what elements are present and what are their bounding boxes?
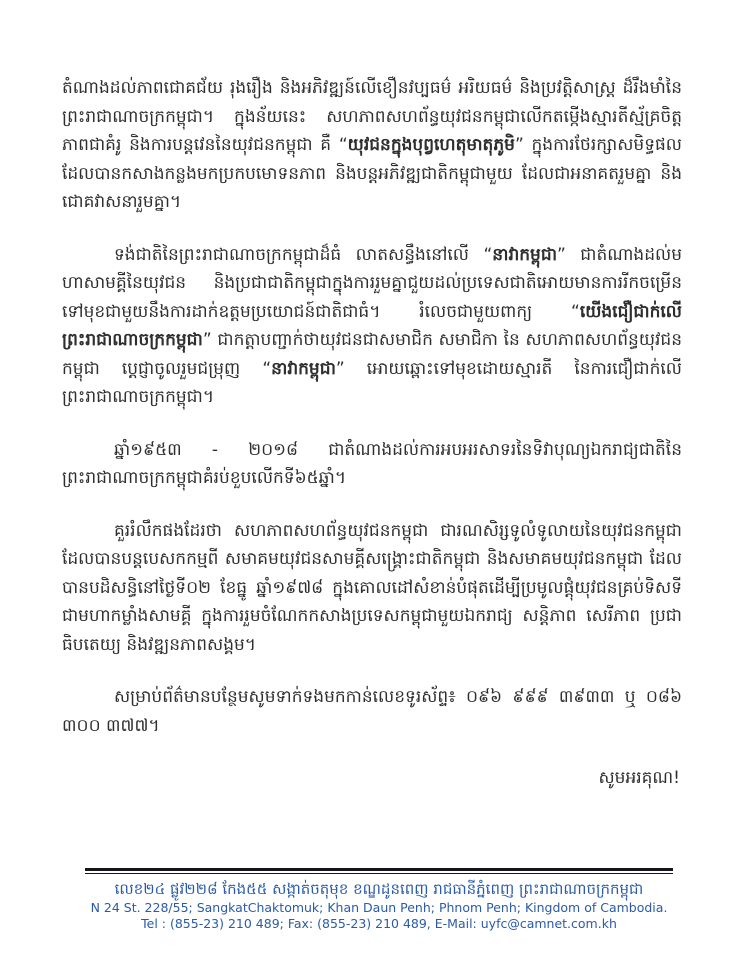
footer-address-khmer: លេខ២៤ ផ្លូវ២២៨ កែង៥៥ សង្កាត់ចតុមុខ ខណ្ឌដូនពេញ រាជធានីភ្នំពេញ ព្រះរាជាណាចក្រកម្ពុជា (114, 880, 644, 898)
paragraph (62, 241, 682, 412)
emphasized-phrase: យុវជនក្នុងបុព្វហេតុមាតុភូមិ (347, 135, 515, 155)
text-run: ” ជាតំណាងដល់មហាសាមគ្គីនៃយុវជន និងប្រជាជាតិកម្ពុជាក្នុងការរួមគ្នាជួយដល់ប្រទេសជាតិអោយមានការរីកចម្រើនទៅមុខជាមួយនឹងការដាក់ឧត្តមប្រយោជន៍ជាតិជាធំ។ រំលេចជាមួយពាក្យ “ (62, 244, 682, 322)
letter-paragraphs (62, 74, 682, 740)
text-run: គួររំលឹកផងដែរថា សហភាពសហព័ន្ធយុវជនកម្ពុជា ជារណសិរ្សទូលំទូលាយនៃយុវជនកម្ពុជា ដែលបានបន្តបេសកកម្មពី សមាគមយុវជនសាមគ្គីសង្គ្រោះជាតិកម្ពុជា និងសមាគមយុវជនកម្ពុជា ដែលបានបដិសន្ធិនៅថ្ងៃទី០២ ខែធ្នូ ឆ្នាំ១៩៧៨ ក្នុងគោលដៅសំខាន់បំផុតដើម្បីប្រមូលផ្តុំយុវជនគ្រប់ទិសទី ជាមហាកម្លាំងសាមគ្គី ក្នុងការរួមចំណែកកសាងប្រទេសកម្ពុជាមួយឯករាជ្យ សន្តិភាព សេរីភាព ប្រជាធិបតេយ្យ និងវឌ្ឍនភាពសង្គម។ (62, 520, 682, 655)
letter-body (62, 74, 682, 793)
text-run: ឆ្នាំ១៩៥៣ - ២០១៨ ជាតំណាងដល់ការអបអរសាទរនៃទិវាបុណ្យឯករាជ្យជាតិនៃព្រះរាជាណាចក្រកម្ពុជាគំរប់ខួបលើកទី៦៥ឆ្នាំ។ (62, 439, 682, 488)
paragraph (62, 683, 682, 740)
footer-address-english: N 24 St. 228/55; SangkatChaktomuk; Khan Daun Penh; Phnom Penh; Kingdom of Cambodia. (90, 900, 668, 915)
paragraph (62, 74, 682, 217)
text-run: ” អោយឆ្ពោះទៅមុខដោយស្មារតី នៃការជឿជាក់លើព្រះរាជាណាចក្រកម្ពុជា។ (62, 358, 682, 407)
text-run: ” ក្នុងការថែរក្សាសមិទ្ធផលដែលបានកសាងកន្លងមកប្រកបមោទនភាព និងបន្តអភិវឌ្ឍជាតិកម្ពុជាមួយ ដែលជាអនាគតរួមគ្នា និងជោគវាសនារួមគ្នា។ (62, 135, 682, 212)
text-run: សម្រាប់ព័ត៌មានបន្ថែមសូមទាក់ទងមកកាន់លេខទូរស័ព្ទ៖ ០៩៦ ៩៩៩ ៣៩៣៣ ឬ ០៨៦ ៣០០ ៣៧៧។ (62, 687, 682, 736)
closing-thanks: សូមអរគុណ! (598, 768, 680, 788)
text-run: តំណាងដល់ភាពជោគជ័យ រុងរឿង និងអភិវឌ្ឍន៍លើខឿនវប្បធម៌ អរិយធម៌ និងប្រវត្តិសាស្ត្រ ដ៏រឹងមាំនៃព្រះរាជាណាចក្រកម្ពុជា។ ក្នុងន័យនេះ សហភាពសហព័ន្ធយុវជនកម្ពុជាលើកតម្កើងស្មារតីស្ម័គ្រចិត្ត ភាពជាគំរូ និងការបន្តវេននៃយុវជនកម្ពុជា គឺ “ (62, 78, 682, 155)
text-run: ទង់ជាតិនៃព្រះរាជាណាចក្រកម្ពុជាដ៏ធំ លាតសន្ធឹងនៅលើ “ (114, 244, 493, 265)
footer-contact-line: Tel : (855-23) 210 489; Fax: (855-23) 210 489, E-Mail: uyfc@camnet.com.kh (141, 916, 617, 931)
letterhead-footer (85, 868, 673, 932)
paragraph (62, 436, 682, 493)
emphasized-phrase: យើងជឿជាក់លើព្រះរាជាណាចក្រកម្ពុជា (62, 301, 682, 350)
emphasized-phrase: នាវាកម្ពុជា (271, 358, 336, 379)
paragraph (62, 517, 682, 660)
emphasized-phrase: នាវាកម្ពុជា (492, 244, 558, 265)
text-run: ” ជាកត្តាបញ្ជាក់ថាយុវជនជាសមាជិក សមាជិកា នៃ សហភាពសហព័ន្ធយុវជនកម្ពុជា ប្តេជ្ញាចូលរួមជម្រុញ “ (62, 330, 682, 379)
footer-divider-rule (85, 868, 673, 874)
